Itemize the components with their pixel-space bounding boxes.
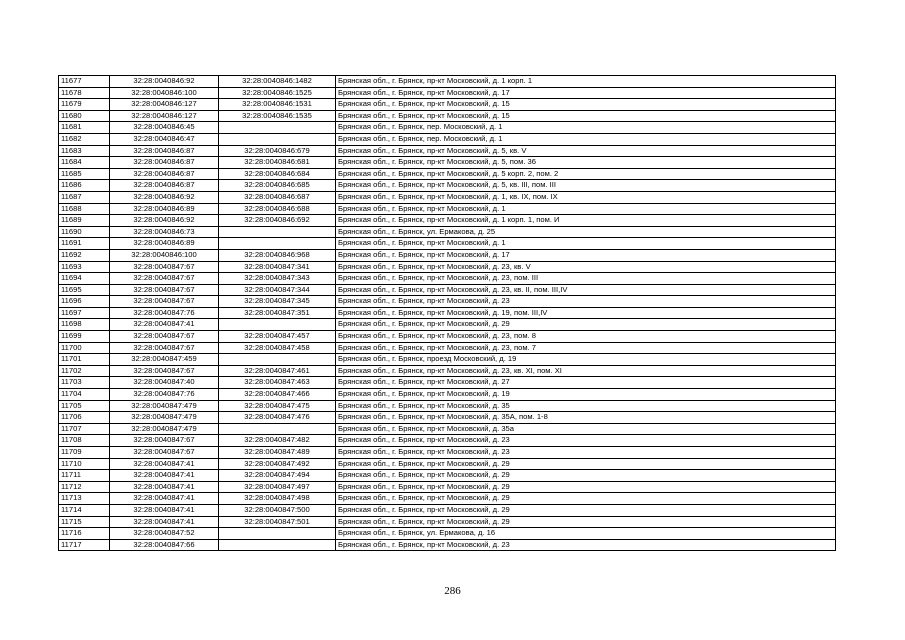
parcel-cadastral-cell: 32:28:0040847:41 bbox=[110, 319, 219, 331]
parcel-cadastral-cell: 32:28:0040846:87 bbox=[110, 180, 219, 192]
table-row bbox=[59, 122, 836, 134]
object-cadastral-cell bbox=[219, 528, 336, 540]
object-cadastral-cell: 32:28:0040846:1525 bbox=[219, 87, 336, 99]
object-cadastral-cell bbox=[219, 319, 336, 331]
object-cadastral-cell: 32:28:0040847:345 bbox=[219, 296, 336, 308]
address-cell: Брянская обл., г. Брянск, пр-кт Московский, д. 1 bbox=[336, 203, 836, 215]
object-cadastral-cell bbox=[219, 238, 336, 250]
object-cadastral-cell: 32:28:0040846:681 bbox=[219, 157, 336, 169]
table-row bbox=[59, 412, 836, 424]
object-cadastral-cell: 32:28:0040847:489 bbox=[219, 447, 336, 459]
object-cadastral-cell: 32:28:0040846:684 bbox=[219, 168, 336, 180]
object-cadastral-cell: 32:28:0040846:688 bbox=[219, 203, 336, 215]
table-row bbox=[59, 249, 836, 261]
parcel-cadastral-cell: 32:28:0040847:52 bbox=[110, 528, 219, 540]
row-number-cell: 11704 bbox=[59, 389, 110, 401]
address-cell: Брянская обл., г. Брянск, пр-кт Московский, д. 23, кв. II, пом. III,IV bbox=[336, 284, 836, 296]
address-cell: Брянская обл., г. Брянск, пр-кт Московский, д. 17 bbox=[336, 249, 836, 261]
table-row bbox=[59, 273, 836, 285]
table-row bbox=[59, 447, 836, 459]
table-row bbox=[59, 307, 836, 319]
parcel-cadastral-cell: 32:28:0040847:67 bbox=[110, 365, 219, 377]
object-cadastral-cell: 32:28:0040846:1482 bbox=[219, 76, 336, 88]
parcel-cadastral-cell: 32:28:0040846:100 bbox=[110, 249, 219, 261]
address-cell: Брянская обл., г. Брянск, пр-кт Московский, д. 5, кв. III, пом. III bbox=[336, 180, 836, 192]
row-number-cell: 11690 bbox=[59, 226, 110, 238]
address-cell: Брянская обл., г. Брянск, пр-кт Московский, д. 23, пом. III bbox=[336, 273, 836, 285]
parcel-cadastral-cell: 32:28:0040847:41 bbox=[110, 458, 219, 470]
parcel-cadastral-cell: 32:28:0040847:76 bbox=[110, 389, 219, 401]
table-row bbox=[59, 180, 836, 192]
address-cell: Брянская обл., г. Брянск, пр-кт Московский, д. 29 bbox=[336, 470, 836, 482]
object-cadastral-cell: 32:28:0040847:494 bbox=[219, 470, 336, 482]
address-cell: Брянская обл., г. Брянск, ул. Ермакова, д. 25 bbox=[336, 226, 836, 238]
row-number-cell: 11700 bbox=[59, 342, 110, 354]
object-cadastral-cell: 32:28:0040846:679 bbox=[219, 145, 336, 157]
row-number-cell: 11689 bbox=[59, 215, 110, 227]
row-number-cell: 11702 bbox=[59, 365, 110, 377]
object-cadastral-cell: 32:28:0040847:500 bbox=[219, 504, 336, 516]
object-cadastral-cell bbox=[219, 122, 336, 134]
parcel-cadastral-cell: 32:28:0040847:40 bbox=[110, 377, 219, 389]
row-number-cell: 11699 bbox=[59, 331, 110, 343]
table-row bbox=[59, 157, 836, 169]
object-cadastral-cell: 32:28:0040847:457 bbox=[219, 331, 336, 343]
object-cadastral-cell: 32:28:0040846:687 bbox=[219, 191, 336, 203]
table-row bbox=[59, 400, 836, 412]
address-cell: Брянская обл., г. Брянск, пр-кт Московский, д. 1, кв. IX, пом. IX bbox=[336, 191, 836, 203]
table-row bbox=[59, 481, 836, 493]
row-number-cell: 11688 bbox=[59, 203, 110, 215]
object-cadastral-cell: 32:28:0040847:458 bbox=[219, 342, 336, 354]
row-number-cell: 11677 bbox=[59, 76, 110, 88]
table-row bbox=[59, 203, 836, 215]
table-row bbox=[59, 284, 836, 296]
table-row bbox=[59, 110, 836, 122]
address-cell: Брянская обл., г. Брянск, пр-кт Московский, д. 5 корп. 2, пом. 2 bbox=[336, 168, 836, 180]
address-cell: Брянская обл., г. Брянск, пр-кт Московский, д. 1 bbox=[336, 238, 836, 250]
registry-table-body bbox=[59, 76, 836, 551]
object-cadastral-cell: 32:28:0040847:463 bbox=[219, 377, 336, 389]
page-number: 286 bbox=[444, 585, 461, 597]
table-row bbox=[59, 423, 836, 435]
parcel-cadastral-cell: 32:28:0040847:67 bbox=[110, 447, 219, 459]
table-row bbox=[59, 133, 836, 145]
parcel-cadastral-cell: 32:28:0040846:87 bbox=[110, 168, 219, 180]
object-cadastral-cell bbox=[219, 226, 336, 238]
table-row bbox=[59, 377, 836, 389]
row-number-cell: 11706 bbox=[59, 412, 110, 424]
parcel-cadastral-cell: 32:28:0040846:92 bbox=[110, 76, 219, 88]
row-number-cell: 11712 bbox=[59, 481, 110, 493]
parcel-cadastral-cell: 32:28:0040847:66 bbox=[110, 539, 219, 551]
table-row bbox=[59, 435, 836, 447]
table-row bbox=[59, 389, 836, 401]
row-number-cell: 11711 bbox=[59, 470, 110, 482]
address-cell: Брянская обл., г. Брянск, пр-кт Московский, д. 19, пом. III,IV bbox=[336, 307, 836, 319]
object-cadastral-cell: 32:28:0040847:498 bbox=[219, 493, 336, 505]
object-cadastral-cell bbox=[219, 354, 336, 366]
object-cadastral-cell bbox=[219, 133, 336, 145]
row-number-cell: 11703 bbox=[59, 377, 110, 389]
address-cell: Брянская обл., г. Брянск, пр-кт Московский, д. 23, кв. XI, пом. XI bbox=[336, 365, 836, 377]
row-number-cell: 11698 bbox=[59, 319, 110, 331]
address-cell: Брянская обл., г. Брянск, пр-кт Московский, д. 23, пом. 7 bbox=[336, 342, 836, 354]
row-number-cell: 11680 bbox=[59, 110, 110, 122]
parcel-cadastral-cell: 32:28:0040846:89 bbox=[110, 203, 219, 215]
parcel-cadastral-cell: 32:28:0040847:479 bbox=[110, 423, 219, 435]
parcel-cadastral-cell: 32:28:0040846:87 bbox=[110, 157, 219, 169]
row-number-cell: 11685 bbox=[59, 168, 110, 180]
parcel-cadastral-cell: 32:28:0040846:45 bbox=[110, 122, 219, 134]
row-number-cell: 11708 bbox=[59, 435, 110, 447]
row-number-cell: 11710 bbox=[59, 458, 110, 470]
parcel-cadastral-cell: 32:28:0040847:67 bbox=[110, 296, 219, 308]
address-cell: Брянская обл., г. Брянск, пр-кт Московский, д. 1 корп. 1, пом. И bbox=[336, 215, 836, 227]
row-number-cell: 11713 bbox=[59, 493, 110, 505]
table-row bbox=[59, 342, 836, 354]
address-cell: Брянская обл., г. Брянск, пр-кт Московский, д. 23, пом. 8 bbox=[336, 331, 836, 343]
table-row bbox=[59, 528, 836, 540]
table-row bbox=[59, 261, 836, 273]
row-number-cell: 11695 bbox=[59, 284, 110, 296]
table-row bbox=[59, 516, 836, 528]
row-number-cell: 11683 bbox=[59, 145, 110, 157]
object-cadastral-cell: 32:28:0040846:968 bbox=[219, 249, 336, 261]
object-cadastral-cell bbox=[219, 539, 336, 551]
table-row bbox=[59, 458, 836, 470]
table-row bbox=[59, 354, 836, 366]
row-number-cell: 11678 bbox=[59, 87, 110, 99]
address-cell: Брянская обл., г. Брянск, пр-кт Московский, д. 19 bbox=[336, 389, 836, 401]
object-cadastral-cell: 32:28:0040847:475 bbox=[219, 400, 336, 412]
table-row bbox=[59, 168, 836, 180]
object-cadastral-cell: 32:28:0040847:482 bbox=[219, 435, 336, 447]
row-number-cell: 11716 bbox=[59, 528, 110, 540]
parcel-cadastral-cell: 32:28:0040846:47 bbox=[110, 133, 219, 145]
row-number-cell: 11692 bbox=[59, 249, 110, 261]
address-cell: Брянская обл., г. Брянск, пр-кт Московский, д. 29 bbox=[336, 481, 836, 493]
row-number-cell: 11684 bbox=[59, 157, 110, 169]
address-cell: Брянская обл., г. Брянск, пр-кт Московский, д. 29 bbox=[336, 504, 836, 516]
table-row bbox=[59, 99, 836, 111]
row-number-cell: 11687 bbox=[59, 191, 110, 203]
row-number-cell: 11707 bbox=[59, 423, 110, 435]
address-cell: Брянская обл., г. Брянск, пр-кт Московский, д. 5, пом. 36 bbox=[336, 157, 836, 169]
row-number-cell: 11715 bbox=[59, 516, 110, 528]
row-number-cell: 11697 bbox=[59, 307, 110, 319]
address-cell: Брянская обл., г. Брянск, пр-кт Московский, д. 29 bbox=[336, 516, 836, 528]
registry-table bbox=[58, 75, 836, 551]
parcel-cadastral-cell: 32:28:0040847:459 bbox=[110, 354, 219, 366]
row-number-cell: 11701 bbox=[59, 354, 110, 366]
address-cell: Брянская обл., г. Брянск, пер. Московский, д. 1 bbox=[336, 133, 836, 145]
row-number-cell: 11694 bbox=[59, 273, 110, 285]
parcel-cadastral-cell: 32:28:0040847:67 bbox=[110, 342, 219, 354]
row-number-cell: 11691 bbox=[59, 238, 110, 250]
table-row bbox=[59, 493, 836, 505]
table-row bbox=[59, 145, 836, 157]
parcel-cadastral-cell: 32:28:0040847:41 bbox=[110, 470, 219, 482]
parcel-cadastral-cell: 32:28:0040846:92 bbox=[110, 191, 219, 203]
row-number-cell: 11696 bbox=[59, 296, 110, 308]
object-cadastral-cell: 32:28:0040847:341 bbox=[219, 261, 336, 273]
address-cell: Брянская обл., г. Брянск, пр-кт Московский, д. 29 bbox=[336, 458, 836, 470]
object-cadastral-cell: 32:28:0040847:501 bbox=[219, 516, 336, 528]
object-cadastral-cell: 32:28:0040847:461 bbox=[219, 365, 336, 377]
parcel-cadastral-cell: 32:28:0040846:127 bbox=[110, 110, 219, 122]
object-cadastral-cell: 32:28:0040847:492 bbox=[219, 458, 336, 470]
object-cadastral-cell: 32:28:0040846:685 bbox=[219, 180, 336, 192]
parcel-cadastral-cell: 32:28:0040847:41 bbox=[110, 516, 219, 528]
table-row bbox=[59, 226, 836, 238]
address-cell: Брянская обл., г. Брянск, пр-кт Московский, д. 35а bbox=[336, 423, 836, 435]
address-cell: Брянская обл., г. Брянск, пр-кт Московский, д. 17 bbox=[336, 87, 836, 99]
parcel-cadastral-cell: 32:28:0040847:41 bbox=[110, 504, 219, 516]
table-row bbox=[59, 191, 836, 203]
parcel-cadastral-cell: 32:28:0040847:479 bbox=[110, 400, 219, 412]
row-number-cell: 11717 bbox=[59, 539, 110, 551]
object-cadastral-cell: 32:28:0040846:1531 bbox=[219, 99, 336, 111]
object-cadastral-cell: 32:28:0040846:1535 bbox=[219, 110, 336, 122]
address-cell: Брянская обл., г. Брянск, ул. Ермакова, д. 16 bbox=[336, 528, 836, 540]
row-number-cell: 11714 bbox=[59, 504, 110, 516]
parcel-cadastral-cell: 32:28:0040846:127 bbox=[110, 99, 219, 111]
object-cadastral-cell: 32:28:0040847:351 bbox=[219, 307, 336, 319]
address-cell: Брянская обл., г. Брянск, пр-кт Московский, д. 5, кв. V bbox=[336, 145, 836, 157]
address-cell: Брянская обл., г. Брянск, пр-кт Московский, д. 35А, пом. 1-8 bbox=[336, 412, 836, 424]
object-cadastral-cell: 32:28:0040847:497 bbox=[219, 481, 336, 493]
parcel-cadastral-cell: 32:28:0040846:89 bbox=[110, 238, 219, 250]
table-row bbox=[59, 76, 836, 88]
address-cell: Брянская обл., г. Брянск, пр-кт Московский, д. 15 bbox=[336, 110, 836, 122]
address-cell: Брянская обл., г. Брянск, пр-кт Московский, д. 23 bbox=[336, 296, 836, 308]
row-number-cell: 11679 bbox=[59, 99, 110, 111]
object-cadastral-cell: 32:28:0040847:343 bbox=[219, 273, 336, 285]
object-cadastral-cell: 32:28:0040846:692 bbox=[219, 215, 336, 227]
address-cell: Брянская обл., г. Брянск, проезд Московский, д. 19 bbox=[336, 354, 836, 366]
row-number-cell: 11705 bbox=[59, 400, 110, 412]
object-cadastral-cell bbox=[219, 423, 336, 435]
parcel-cadastral-cell: 32:28:0040846:92 bbox=[110, 215, 219, 227]
address-cell: Брянская обл., г. Брянск, пр-кт Московский, д. 1 корп. 1 bbox=[336, 76, 836, 88]
table-row bbox=[59, 504, 836, 516]
address-cell: Брянская обл., г. Брянск, пр-кт Московский, д. 23, кв. V bbox=[336, 261, 836, 273]
parcel-cadastral-cell: 32:28:0040847:41 bbox=[110, 481, 219, 493]
parcel-cadastral-cell: 32:28:0040847:76 bbox=[110, 307, 219, 319]
row-number-cell: 11682 bbox=[59, 133, 110, 145]
address-cell: Брянская обл., г. Брянск, пр-кт Московский, д. 29 bbox=[336, 319, 836, 331]
address-cell: Брянская обл., г. Брянск, пр-кт Московский, д. 29 bbox=[336, 493, 836, 505]
object-cadastral-cell: 32:28:0040847:466 bbox=[219, 389, 336, 401]
row-number-cell: 11681 bbox=[59, 122, 110, 134]
table-row bbox=[59, 365, 836, 377]
parcel-cadastral-cell: 32:28:0040846:100 bbox=[110, 87, 219, 99]
parcel-cadastral-cell: 32:28:0040847:67 bbox=[110, 435, 219, 447]
parcel-cadastral-cell: 32:28:0040846:73 bbox=[110, 226, 219, 238]
row-number-cell: 11686 bbox=[59, 180, 110, 192]
address-cell: Брянская обл., г. Брянск, пр-кт Московский, д. 23 bbox=[336, 435, 836, 447]
table-row bbox=[59, 296, 836, 308]
table-row bbox=[59, 539, 836, 551]
address-cell: Брянская обл., г. Брянск, пр-кт Московский, д. 35 bbox=[336, 400, 836, 412]
parcel-cadastral-cell: 32:28:0040847:67 bbox=[110, 261, 219, 273]
address-cell: Брянская обл., г. Брянск, пр-кт Московский, д. 27 bbox=[336, 377, 836, 389]
address-cell: Брянская обл., г. Брянск, пр-кт Московский, д. 15 bbox=[336, 99, 836, 111]
table-row bbox=[59, 319, 836, 331]
table-row bbox=[59, 87, 836, 99]
parcel-cadastral-cell: 32:28:0040847:67 bbox=[110, 331, 219, 343]
table-row bbox=[59, 215, 836, 227]
row-number-cell: 11693 bbox=[59, 261, 110, 273]
parcel-cadastral-cell: 32:28:0040847:479 bbox=[110, 412, 219, 424]
table-row bbox=[59, 238, 836, 250]
parcel-cadastral-cell: 32:28:0040846:87 bbox=[110, 145, 219, 157]
parcel-cadastral-cell: 32:28:0040847:41 bbox=[110, 493, 219, 505]
object-cadastral-cell: 32:28:0040847:476 bbox=[219, 412, 336, 424]
table-row bbox=[59, 331, 836, 343]
row-number-cell: 11709 bbox=[59, 447, 110, 459]
address-cell: Брянская обл., г. Брянск, пр-кт Московский, д. 23 bbox=[336, 447, 836, 459]
parcel-cadastral-cell: 32:28:0040847:67 bbox=[110, 284, 219, 296]
table-row bbox=[59, 470, 836, 482]
address-cell: Брянская обл., г. Брянск, пр-кт Московский, д. 23 bbox=[336, 539, 836, 551]
parcel-cadastral-cell: 32:28:0040847:67 bbox=[110, 273, 219, 285]
address-cell: Брянская обл., г. Брянск, пер. Московский, д. 1 bbox=[336, 122, 836, 134]
object-cadastral-cell: 32:28:0040847:344 bbox=[219, 284, 336, 296]
